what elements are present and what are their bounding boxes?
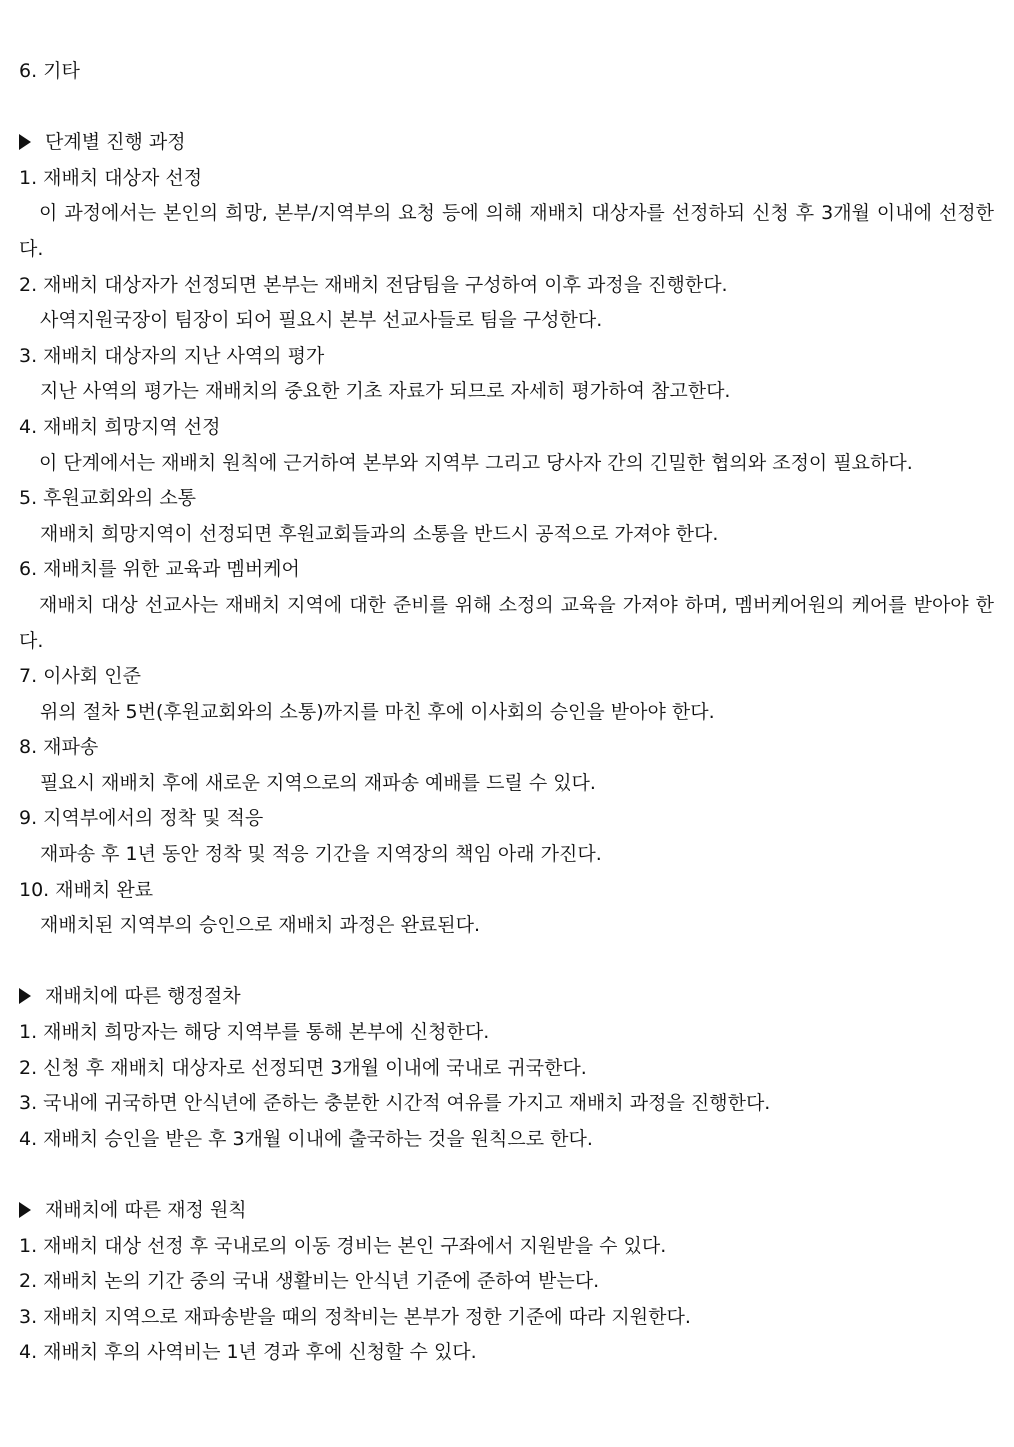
- step-title: 1. 재배치 대상자 선정: [19, 166, 203, 189]
- spacer: [19, 944, 994, 980]
- step-title: 10. 재배치 완료: [19, 878, 154, 901]
- step-body: 위의 절차 5번(후원교회와의 소통)까지를 마친 후에 이사회의 승인을 받아야 한다.: [40, 700, 715, 723]
- list-item: 4. 재배치 후의 사역비는 1년 경과 후에 신청할 수 있다.: [19, 1341, 477, 1364]
- list-item: 4. 재배치 승인을 받은 후 3개월 이내에 출국하는 것을 원칙으로 한다.: [19, 1127, 593, 1150]
- step-title: 5. 후원교회와의 소통: [19, 487, 197, 510]
- section-heading: 단계별 진행 과정: [19, 125, 994, 161]
- spacer: [19, 90, 994, 126]
- list-item: 1. 재배치 대상 선정 후 국내로의 이동 경비는 본인 구좌에서 지원받을 수 있다.: [19, 1234, 667, 1257]
- document-body: [19, 54, 994, 1371]
- step-title: 3. 재배치 대상자의 지난 사역의 평가: [19, 344, 325, 367]
- triangle-bullet-icon: [19, 988, 31, 1004]
- step-body: 지난 사역의 평가는 재배치의 중요한 기초 자료가 되므로 자세히 평가하여 참고한다.: [40, 380, 731, 403]
- step-title: 7. 이사회 인준: [19, 665, 141, 688]
- list-item: 3. 재배치 지역으로 재파송받을 때의 정착비는 본부가 정한 기준에 따라 지원한다.: [19, 1305, 691, 1328]
- triangle-bullet-icon: [19, 134, 31, 150]
- list-item: 1. 재배치 희망자는 해당 지역부를 통해 본부에 신청한다.: [19, 1021, 490, 1044]
- step-body: 재배치 대상 선교사는 재배치 지역에 대한 준비를 위해 소정의 교육을 가져야 하며, 멤버케어원의 케어를 받아야 한다.: [19, 593, 994, 652]
- list-item: 3. 국내에 귀국하면 안식년에 준하는 충분한 시간적 여유를 가지고 재배치 과정을 진행한다.: [19, 1092, 771, 1115]
- section-heading: 재배치에 따른 행정절차: [19, 979, 994, 1015]
- step-title: 2. 재배치 대상자가 선정되면 본부는 재배치 전담팀을 구성하여 이후 과정을 진행한다.: [19, 273, 728, 296]
- triangle-bullet-icon: [19, 1202, 31, 1218]
- list-item: 2. 재배치 논의 기간 중의 국내 생활비는 안식년 기준에 준하여 받는다.: [19, 1270, 600, 1293]
- step-title: 4. 재배치 희망지역 선정: [19, 415, 221, 438]
- step-body: 재파송 후 1년 동안 정착 및 적응 기간을 지역장의 책임 아래 가진다.: [40, 843, 602, 866]
- top-item: 6. 기타: [19, 60, 80, 82]
- section-heading: 재배치에 따른 재정 원칙: [19, 1193, 994, 1229]
- step-body: 이 과정에서는 본인의 희망, 본부/지역부의 요청 등에 의해 재배치 대상자를 선정하되 신청 후 3개월 이내에 선정한다.: [19, 202, 994, 260]
- step-body: 사역지원국장이 팀장이 되어 필요시 본부 선교사들로 팀을 구성한다.: [40, 309, 603, 332]
- step-title: 8. 재파송: [19, 736, 99, 759]
- step-body: 재배치된 지역부의 승인으로 재배치 과정은 완료된다.: [40, 914, 481, 937]
- step-body: 이 단계에서는 재배치 원칙에 근거하여 본부와 지역부 그리고 당사자 간의 긴밀한 협의와 조정이 필요하다.: [39, 451, 913, 474]
- step-title: 9. 지역부에서의 정착 및 적응: [19, 807, 264, 830]
- step-title: 6. 재배치를 위한 교육과 멤버케어: [19, 558, 300, 581]
- list-item: 2. 신청 후 재배치 대상자로 선정되면 3개월 이내에 국내로 귀국한다.: [19, 1056, 587, 1079]
- spacer: [19, 1157, 994, 1193]
- step-body: 필요시 재배치 후에 새로운 지역으로의 재파송 예배를 드릴 수 있다.: [40, 771, 596, 794]
- step-body: 재배치 희망지역이 선정되면 후원교회들과의 소통을 반드시 공적으로 가져야 한다.: [40, 522, 719, 545]
